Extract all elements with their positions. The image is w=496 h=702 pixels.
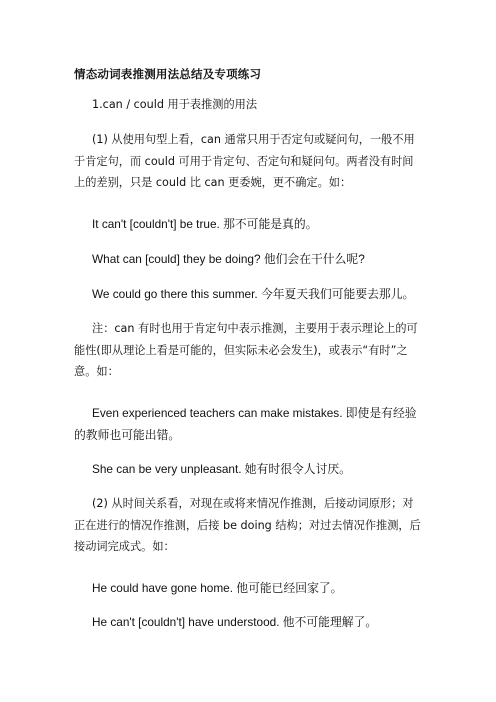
example-sentence: It can't [couldn't] be true. 那不可能是真的。 [92,217,318,231]
note-paragraph: 注：can 有时也用于肯定句中表示推测，主要用于表示理论上的可能性(即从理论上看是可能的，但实际未必会发生)，或表示“有时”之意。如： [74,322,418,378]
example-sentence: What can [could] they be doing? 他们会在干什么呢? [92,252,365,266]
example-sentence: He can't [couldn't] have understood. 他不可能理解了。 [92,615,378,629]
section-heading: 1.can / could 用于表推测的用法 [92,98,258,111]
document-title: 情态动词表推测用法总结及专项练习 [74,67,262,81]
example-sentence: We could go there this summer. 今年夏天我们可能要去那儿。 [92,287,415,301]
paragraph-usage-time: (2) 从时间关系看，对现在或将来情况作推测，后接动词原形；对正在进行的情况作推测，后接 be doing 结构；对过去情况作推测，后接动词完成式。如： [74,497,421,553]
example-sentence: Even experienced teachers can make mistakes. 即使是有经验的教师也可能出错。 [74,406,417,442]
example-sentence: He could have gone home. 他可能已经回家了。 [92,581,343,595]
example-sentence: She can be very unpleasant. 她有时很令人讨厌。 [92,462,351,476]
paragraph-usage-sentence-type: (1) 从使用句型上看，can 通常只用于否定句或疑问句，一般不用于肯定句，而 could 可用于肯定句、否定句和疑问句。两者没有时间上的差别，只是 could 比 can 更委婉，更不确定。如： [74,133,415,189]
